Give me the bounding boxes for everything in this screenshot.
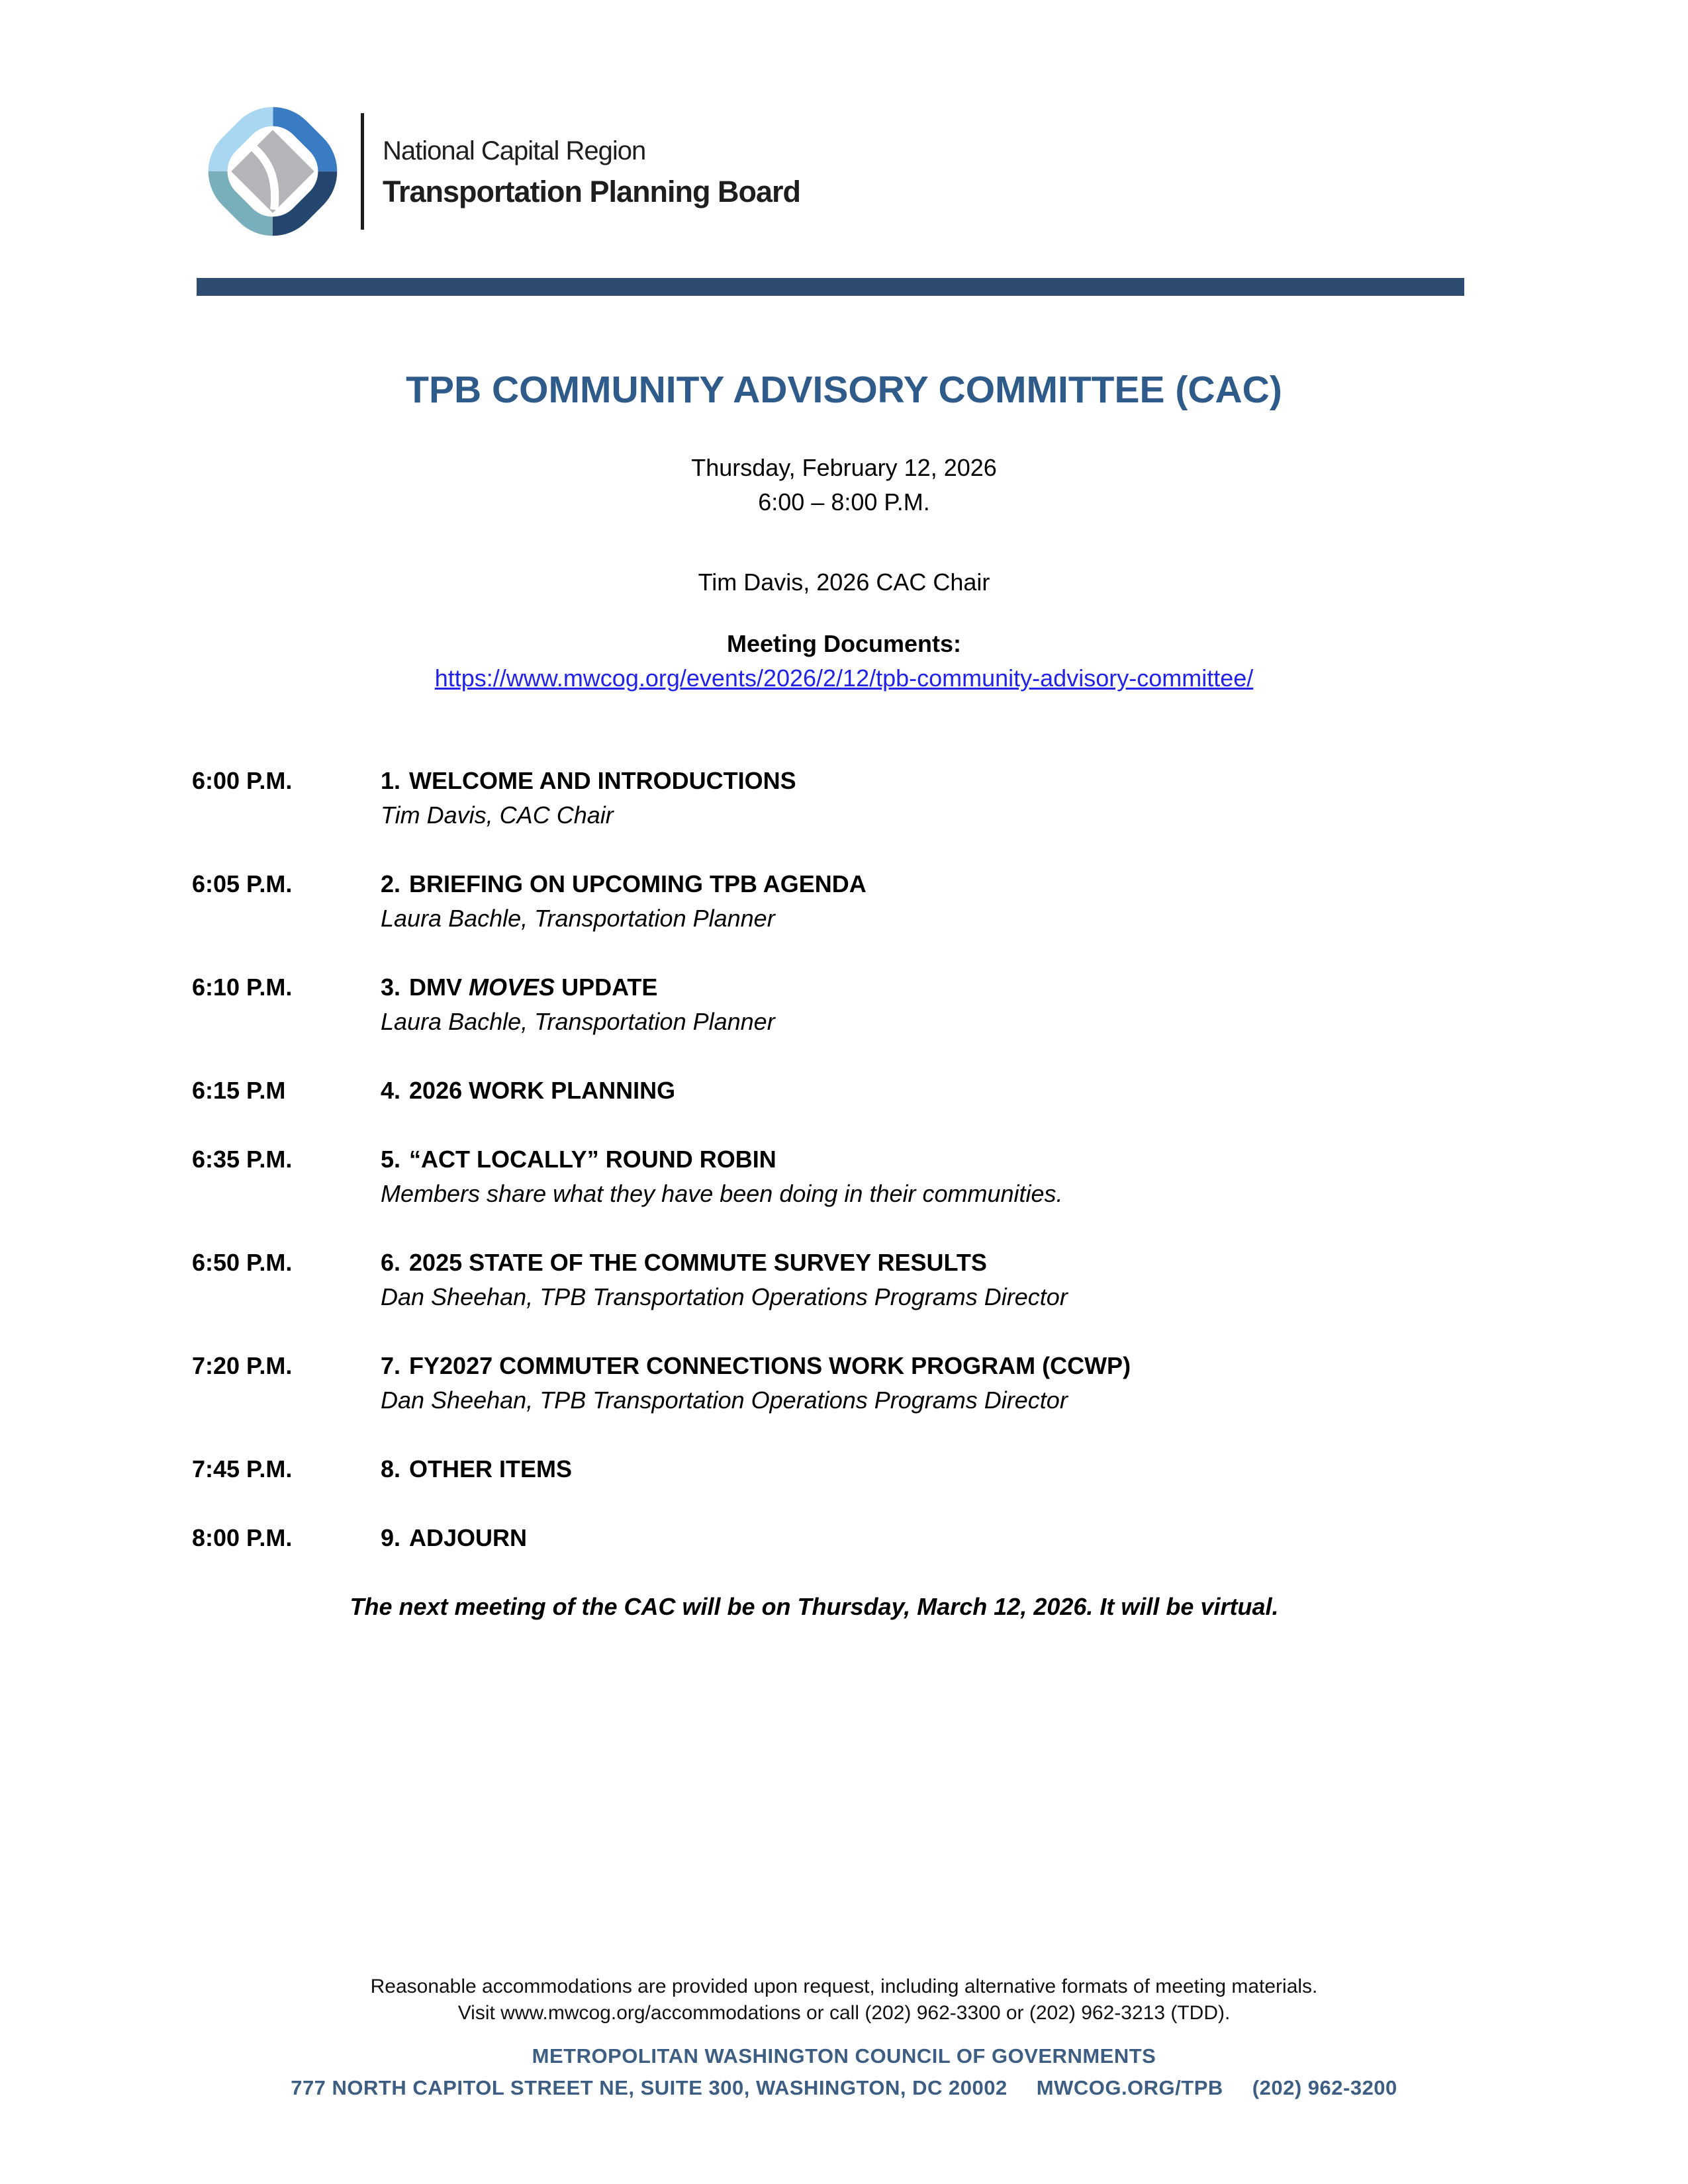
agenda-item-title: 7. FY2027 COMMUTER CONNECTIONS WORK PROGRAM (CCWP) bbox=[381, 1352, 1131, 1379]
agenda-item bbox=[192, 1142, 1509, 1211]
meeting-date: Thursday, February 12, 2026 bbox=[691, 454, 997, 481]
agenda-item-title: 4. 2026 WORK PLANNING bbox=[381, 1077, 676, 1104]
header-rule-bar bbox=[197, 278, 1464, 296]
agenda-item-speaker: Laura Bachle, Transportation Planner bbox=[381, 1008, 775, 1035]
agenda-item-title: 3. DMV MOVES UPDATE bbox=[381, 974, 658, 1001]
logo-divider-line bbox=[361, 113, 364, 230]
agenda-item-speaker: Members share what they have been doing in their communities. bbox=[381, 1180, 1063, 1207]
meeting-documents-block bbox=[0, 627, 1688, 696]
agenda-item-time: 6:05 P.M. bbox=[192, 870, 293, 897]
next-meeting-note: The next meeting of the CAC will be on Thursday, March 12, 2026. It will be virtual. bbox=[350, 1593, 1279, 1620]
footer-website: MWCOG.ORG/TPB bbox=[1036, 2076, 1223, 2099]
agenda-item bbox=[192, 764, 1509, 833]
footer-org-name: METROPOLITAN WASHINGTON COUNCIL OF GOVERNMENTS bbox=[532, 2044, 1156, 2068]
agenda-list bbox=[192, 764, 1509, 1624]
meeting-datetime-block bbox=[0, 451, 1688, 520]
agenda-item-title: 2. BRIEFING ON UPCOMING TPB AGENDA bbox=[381, 870, 867, 897]
org-name-line1: National Capital Region bbox=[383, 136, 646, 165]
document-title: TPB COMMUNITY ADVISORY COMMITTEE (CAC) bbox=[406, 369, 1282, 411]
agenda-item bbox=[192, 970, 1509, 1039]
footer-address: 777 NORTH CAPITOL STREET NE, SUITE 300, WASHINGTON, DC 20002 bbox=[291, 2076, 1008, 2099]
agenda-item bbox=[192, 1349, 1509, 1418]
agenda-item bbox=[192, 1073, 1509, 1108]
agenda-item-title: 6. 2025 STATE OF THE COMMUTE SURVEY RESULTS bbox=[381, 1249, 987, 1276]
agenda-item-time: 8:00 P.M. bbox=[192, 1524, 293, 1551]
accommodations-note bbox=[0, 1974, 1688, 2026]
meeting-chair: Tim Davis, 2026 CAC Chair bbox=[698, 569, 990, 596]
agenda-item-speaker: Dan Sheehan, TPB Transportation Operations Programs Director bbox=[381, 1387, 1068, 1414]
agenda-item-time: 6:10 P.M. bbox=[192, 974, 293, 1001]
footer-phone: (202) 962-3200 bbox=[1252, 2076, 1397, 2099]
agenda-item-time: 7:45 P.M. bbox=[192, 1455, 293, 1482]
agenda-item-title: 8. OTHER ITEMS bbox=[381, 1455, 573, 1482]
header-logo-block bbox=[197, 98, 800, 245]
accommodations-line1: Reasonable accommodations are provided upon request, including alternative formats of meeting materials. bbox=[370, 1976, 1318, 1997]
agenda-item bbox=[192, 1246, 1509, 1314]
agenda-item-time: 6:00 P.M. bbox=[192, 767, 293, 794]
agenda-item-title: 1. WELCOME AND INTRODUCTIONS bbox=[381, 767, 796, 794]
agenda-item-speaker: Dan Sheehan, TPB Transportation Operations Programs Director bbox=[381, 1283, 1068, 1310]
agenda-item-time: 7:20 P.M. bbox=[192, 1352, 293, 1379]
agenda-item bbox=[192, 867, 1509, 936]
agenda-item-title: 9. ADJOURN bbox=[381, 1524, 528, 1551]
agenda-item bbox=[192, 1521, 1509, 1555]
tpb-logo-icon bbox=[197, 98, 349, 245]
agenda-item-time: 6:15 P.M bbox=[192, 1077, 286, 1104]
agenda-item bbox=[192, 1452, 1509, 1486]
agenda-item-speaker: Laura Bachle, Transportation Planner bbox=[381, 905, 775, 932]
org-name-line2: Transportation Planning Board bbox=[383, 175, 801, 208]
accommodations-line2: Visit www.mwcog.org/accommodations or call (202) 962-3300 or (202) 962-3213 (TDD). bbox=[457, 2002, 1231, 2024]
agenda-item-title: 5. “ACT LOCALLY” ROUND ROBIN bbox=[381, 1146, 776, 1173]
agenda-item-time: 6:35 P.M. bbox=[192, 1146, 293, 1173]
meeting-documents-label: Meeting Documents: bbox=[726, 630, 962, 657]
footer-contact-line bbox=[0, 2076, 1688, 2100]
meeting-documents-link[interactable]: https://www.mwcog.org/events/2026/2/12/tpb-community-advisory-committee/ bbox=[434, 664, 1254, 692]
agenda-item-speaker: Tim Davis, CAC Chair bbox=[381, 801, 614, 829]
agenda-item-time: 6:50 P.M. bbox=[192, 1249, 293, 1276]
meeting-time: 6:00 – 8:00 P.M. bbox=[758, 488, 930, 516]
